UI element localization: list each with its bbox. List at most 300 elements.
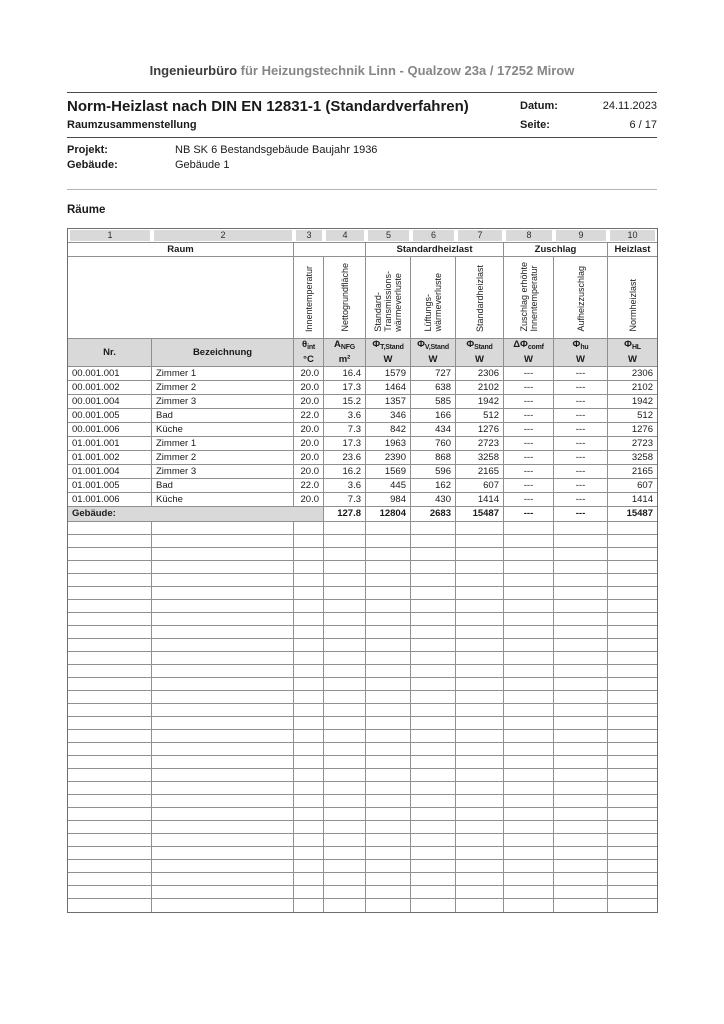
empty-cell: [456, 873, 504, 886]
empty-cell: [68, 730, 152, 743]
empty-cell: [324, 665, 366, 678]
empty-cell: [504, 860, 554, 873]
empty-cell: [608, 860, 657, 873]
empty-cell: [324, 886, 366, 899]
empty-cell: [608, 587, 657, 600]
table-row: [68, 493, 657, 507]
empty-cell: [152, 756, 294, 769]
table-cell: 2390: [366, 451, 411, 465]
letterhead: [67, 64, 657, 78]
empty-cell: [324, 613, 366, 626]
table-row: [68, 367, 657, 381]
empty-cell: [324, 717, 366, 730]
column-number-cell: [152, 229, 294, 243]
empty-cell: [411, 717, 456, 730]
empty-row: [68, 847, 657, 860]
empty-cell: [608, 613, 657, 626]
table-cell: Zimmer 1: [152, 437, 294, 451]
table-cell: 01.001.002: [68, 451, 152, 465]
table-cell: 1276: [608, 423, 657, 437]
empty-cell: [152, 652, 294, 665]
table-cell: 01.001.001: [68, 437, 152, 451]
empty-cell: [554, 847, 608, 860]
table-cell: ---: [504, 395, 554, 409]
empty-cell: [608, 782, 657, 795]
empty-cell: [324, 782, 366, 795]
empty-cell: [554, 639, 608, 652]
total-value-cell: ---: [504, 507, 554, 522]
empty-cell: [411, 691, 456, 704]
empty-cell: [504, 522, 554, 535]
empty-cell: [68, 548, 152, 561]
empty-cell: [366, 652, 411, 665]
empty-cell: [411, 808, 456, 821]
empty-cell: [554, 613, 608, 626]
empty-cell: [608, 769, 657, 782]
empty-cell: [68, 821, 152, 834]
empty-cell: [456, 730, 504, 743]
empty-cell: [554, 652, 608, 665]
rooms-table: [67, 228, 658, 913]
column-number-cell: [366, 229, 411, 243]
empty-cell: [366, 886, 411, 899]
empty-cell: [456, 561, 504, 574]
empty-cell: [608, 639, 657, 652]
empty-cell: [324, 587, 366, 600]
empty-cell: [152, 834, 294, 847]
empty-cell: [152, 613, 294, 626]
table-cell: Küche: [152, 493, 294, 507]
empty-cell: [554, 821, 608, 834]
empty-cell: [68, 561, 152, 574]
empty-cell: [68, 639, 152, 652]
empty-cell: [554, 535, 608, 548]
symbol-header-cell: $\Phi_{hu}$ W: [554, 339, 608, 367]
table-cell: 346: [366, 409, 411, 423]
column-number: 10: [610, 230, 655, 241]
rooms-table-body: [68, 229, 657, 912]
rotated-header-label: Standard- Transmissions- wärmeverluste: [373, 271, 403, 332]
empty-cell: [366, 613, 411, 626]
column-number-row: [68, 229, 657, 243]
table-cell: 01.001.004: [68, 465, 152, 479]
empty-cell: [504, 847, 554, 860]
empty-cell: [504, 535, 554, 548]
empty-cell: [456, 522, 504, 535]
empty-cell: [554, 587, 608, 600]
table-cell: 22.0: [294, 409, 324, 423]
empty-cell: [608, 626, 657, 639]
empty-cell: [554, 834, 608, 847]
table-cell: 1942: [608, 395, 657, 409]
empty-row: [68, 756, 657, 769]
table-cell: ---: [504, 493, 554, 507]
empty-cell: [456, 535, 504, 548]
table-cell: 01.001.005: [68, 479, 152, 493]
empty-cell: [294, 847, 324, 860]
table-cell: ---: [554, 465, 608, 479]
table-cell: 3258: [608, 451, 657, 465]
table-cell: 01.001.006: [68, 493, 152, 507]
table-cell: Zimmer 2: [152, 451, 294, 465]
empty-cell: [608, 535, 657, 548]
empty-cell: [504, 665, 554, 678]
project-block: [67, 143, 657, 173]
table-cell: Bad: [152, 479, 294, 493]
table-cell: 1414: [456, 493, 504, 507]
empty-cell: [294, 522, 324, 535]
empty-cell: [68, 717, 152, 730]
building-row: [67, 158, 657, 173]
table-cell: Zimmer 3: [152, 395, 294, 409]
empty-cell: [504, 808, 554, 821]
empty-cell: [294, 561, 324, 574]
empty-cell: [366, 730, 411, 743]
table-cell: 2102: [456, 381, 504, 395]
table-cell: ---: [504, 465, 554, 479]
table-cell: 3.6: [324, 479, 366, 493]
empty-cell: [366, 782, 411, 795]
empty-cell: [152, 678, 294, 691]
empty-cell: [554, 626, 608, 639]
empty-row: [68, 873, 657, 886]
empty-cell: [411, 782, 456, 795]
empty-cell: [554, 756, 608, 769]
empty-row: [68, 548, 657, 561]
empty-row: [68, 587, 657, 600]
page-label: Seite:: [520, 119, 550, 131]
rotated-header-label: Standardheizlast: [474, 264, 485, 332]
empty-cell: [554, 717, 608, 730]
empty-cell: [504, 600, 554, 613]
empty-cell: [608, 795, 657, 808]
total-row: [68, 507, 657, 522]
empty-cell: [608, 847, 657, 860]
table-cell: 1942: [456, 395, 504, 409]
table-cell: ---: [504, 479, 554, 493]
empty-cell: [294, 821, 324, 834]
table-row: [68, 409, 657, 423]
project-label: Projekt:: [67, 144, 108, 156]
empty-row: [68, 782, 657, 795]
table-cell: 17.3: [324, 437, 366, 451]
meta-block: [520, 97, 657, 133]
rotated-header-cell: [294, 257, 324, 339]
empty-cell: [152, 782, 294, 795]
empty-cell: [504, 821, 554, 834]
empty-cell: [324, 522, 366, 535]
empty-cell: [68, 704, 152, 717]
table-cell: 512: [608, 409, 657, 423]
empty-cell: [411, 756, 456, 769]
empty-cell: [68, 535, 152, 548]
empty-cell: [411, 704, 456, 717]
empty-cell: [608, 665, 657, 678]
table-cell: 607: [608, 479, 657, 493]
empty-cell: [294, 834, 324, 847]
empty-cell: [608, 899, 657, 912]
empty-cell: [608, 678, 657, 691]
empty-cell: [366, 717, 411, 730]
table-cell: 16.4: [324, 367, 366, 381]
empty-cell: [68, 808, 152, 821]
divider-under-title: [67, 137, 657, 138]
empty-cell: [456, 717, 504, 730]
table-cell: 585: [411, 395, 456, 409]
empty-cell: [324, 652, 366, 665]
table-cell: 20.0: [294, 395, 324, 409]
empty-cell: [504, 626, 554, 639]
empty-cell: [411, 626, 456, 639]
empty-cell: [68, 652, 152, 665]
table-row: [68, 423, 657, 437]
rotated-header-label: Aufheizzuschlag: [575, 266, 586, 332]
column-number-cell: [608, 229, 657, 243]
table-cell: 00.001.005: [68, 409, 152, 423]
empty-cell: [608, 808, 657, 821]
empty-cell: [294, 795, 324, 808]
empty-cell: [608, 600, 657, 613]
empty-cell: [152, 535, 294, 548]
empty-cell: [411, 548, 456, 561]
empty-cell: [504, 652, 554, 665]
empty-cell: [554, 704, 608, 717]
empty-cell: [411, 665, 456, 678]
empty-cell: [294, 652, 324, 665]
empty-cell: [324, 756, 366, 769]
total-value-cell: ---: [554, 507, 608, 522]
empty-cell: [456, 639, 504, 652]
table-cell: 2165: [456, 465, 504, 479]
empty-cell: [366, 626, 411, 639]
empty-row: [68, 678, 657, 691]
empty-cell: [152, 847, 294, 860]
empty-cell: [456, 847, 504, 860]
group-header-cell: Raum: [68, 243, 294, 257]
empty-cell: [294, 717, 324, 730]
empty-cell: [411, 743, 456, 756]
empty-cell: [68, 769, 152, 782]
table-cell: 1569: [366, 465, 411, 479]
empty-cell: [68, 626, 152, 639]
empty-cell: [366, 574, 411, 587]
empty-cell: [324, 847, 366, 860]
table-cell: ---: [554, 409, 608, 423]
empty-row: [68, 665, 657, 678]
empty-cell: [554, 561, 608, 574]
table-row: [68, 451, 657, 465]
table-cell: 2723: [608, 437, 657, 451]
empty-cell: [294, 574, 324, 587]
empty-cell: [294, 782, 324, 795]
table-cell: 512: [456, 409, 504, 423]
empty-cell: [411, 613, 456, 626]
title-left: [67, 97, 469, 133]
empty-cell: [411, 821, 456, 834]
empty-cell: [324, 600, 366, 613]
empty-row: [68, 899, 657, 912]
empty-cell: [294, 808, 324, 821]
empty-cell: [504, 574, 554, 587]
meta-page-row: [520, 118, 657, 133]
table-cell: 1276: [456, 423, 504, 437]
empty-cell: [68, 691, 152, 704]
symbol-header-cell: $\theta_{int}$ °C: [294, 339, 324, 367]
rotated-header-cell: [324, 257, 366, 339]
empty-cell: [504, 782, 554, 795]
empty-cell: [324, 626, 366, 639]
group-header-row: [68, 243, 657, 257]
empty-cell: [411, 587, 456, 600]
empty-cell: [152, 821, 294, 834]
table-cell: 2306: [608, 367, 657, 381]
empty-cell: [456, 678, 504, 691]
symbol-header-cell: $\Phi_{V,Stand}$ W: [411, 339, 456, 367]
empty-cell: [152, 730, 294, 743]
empty-cell: [294, 860, 324, 873]
empty-cell: [456, 834, 504, 847]
table-cell: 3.6: [324, 409, 366, 423]
table-cell: ---: [554, 395, 608, 409]
table-cell: 00.001.006: [68, 423, 152, 437]
table-cell: ---: [554, 451, 608, 465]
empty-cell: [68, 574, 152, 587]
empty-cell: [366, 808, 411, 821]
column-number-cell: [554, 229, 608, 243]
empty-cell: [366, 600, 411, 613]
empty-row: [68, 860, 657, 873]
empty-cell: [324, 730, 366, 743]
empty-cell: [366, 860, 411, 873]
building-label: Gebäude:: [67, 159, 118, 171]
empty-cell: [456, 743, 504, 756]
empty-cell: [456, 886, 504, 899]
empty-cell: [366, 678, 411, 691]
empty-cell: [68, 522, 152, 535]
table-cell: 23.6: [324, 451, 366, 465]
empty-cell: [554, 860, 608, 873]
table-cell: ---: [554, 493, 608, 507]
empty-cell: [324, 574, 366, 587]
table-row: [68, 465, 657, 479]
table-cell: 00.001.004: [68, 395, 152, 409]
table-cell: 20.0: [294, 493, 324, 507]
table-cell: Küche: [152, 423, 294, 437]
page-value: 6 / 17: [629, 119, 657, 131]
document-title: Norm-Heizlast nach DIN EN 12831-1 (Standardverfahren): [67, 98, 469, 115]
symbol-header-cell: Nr.: [68, 339, 152, 367]
total-value-cell: 2683: [411, 507, 456, 522]
empty-cell: [608, 652, 657, 665]
table-cell: Zimmer 2: [152, 381, 294, 395]
letterhead-company: Ingenieurbüro: [149, 63, 238, 78]
empty-cell: [554, 743, 608, 756]
empty-cell: [456, 548, 504, 561]
empty-cell: [68, 886, 152, 899]
table-cell: 2723: [456, 437, 504, 451]
empty-cell: [294, 691, 324, 704]
empty-cell: [366, 769, 411, 782]
table-cell: 607: [456, 479, 504, 493]
empty-cell: [152, 600, 294, 613]
empty-cell: [324, 678, 366, 691]
total-value-cell: 15487: [456, 507, 504, 522]
rotated-header-cell: [504, 257, 554, 339]
empty-cell: [152, 639, 294, 652]
empty-cell: [324, 548, 366, 561]
section-title: Räume: [67, 204, 106, 216]
project-row: [67, 143, 657, 158]
empty-cell: [68, 899, 152, 912]
empty-cell: [411, 561, 456, 574]
total-value-cell: 15487: [608, 507, 657, 522]
empty-cell: [68, 834, 152, 847]
empty-cell: [608, 873, 657, 886]
empty-cell: [554, 691, 608, 704]
table-row: [68, 479, 657, 493]
table-cell: Zimmer 3: [152, 465, 294, 479]
empty-cell: [608, 561, 657, 574]
date-value: 24.11.2023: [602, 100, 657, 112]
empty-cell: [411, 678, 456, 691]
table-cell: 1464: [366, 381, 411, 395]
empty-cell: [68, 678, 152, 691]
empty-cell: [608, 548, 657, 561]
table-cell: 20.0: [294, 465, 324, 479]
table-cell: 434: [411, 423, 456, 437]
empty-cell: [411, 769, 456, 782]
empty-cell: [504, 548, 554, 561]
empty-cell: [152, 691, 294, 704]
empty-cell: [294, 756, 324, 769]
empty-cell: [411, 899, 456, 912]
empty-row: [68, 522, 657, 535]
empty-cell: [456, 613, 504, 626]
empty-cell: [608, 821, 657, 834]
empty-cell: [68, 795, 152, 808]
empty-row: [68, 652, 657, 665]
empty-cell: [411, 522, 456, 535]
title-block: [67, 97, 657, 133]
empty-cell: [608, 717, 657, 730]
table-cell: ---: [504, 423, 554, 437]
empty-cell: [456, 795, 504, 808]
empty-cell: [324, 535, 366, 548]
column-number-cell: [504, 229, 554, 243]
empty-cell: [324, 769, 366, 782]
table-cell: ---: [554, 423, 608, 437]
empty-cell: [411, 834, 456, 847]
empty-cell: [152, 808, 294, 821]
table-cell: 20.0: [294, 423, 324, 437]
empty-row: [68, 769, 657, 782]
empty-cell: [608, 574, 657, 587]
empty-cell: [294, 639, 324, 652]
empty-row: [68, 886, 657, 899]
empty-row: [68, 626, 657, 639]
empty-cell: [554, 886, 608, 899]
empty-cell: [366, 821, 411, 834]
empty-cell: [411, 730, 456, 743]
table-cell: ---: [504, 367, 554, 381]
empty-cell: [554, 782, 608, 795]
empty-cell: [411, 886, 456, 899]
symbol-header-cell: Bezeichnung: [152, 339, 294, 367]
table-cell: ---: [554, 367, 608, 381]
empty-cell: [366, 847, 411, 860]
empty-cell: [68, 613, 152, 626]
empty-cell: [554, 769, 608, 782]
